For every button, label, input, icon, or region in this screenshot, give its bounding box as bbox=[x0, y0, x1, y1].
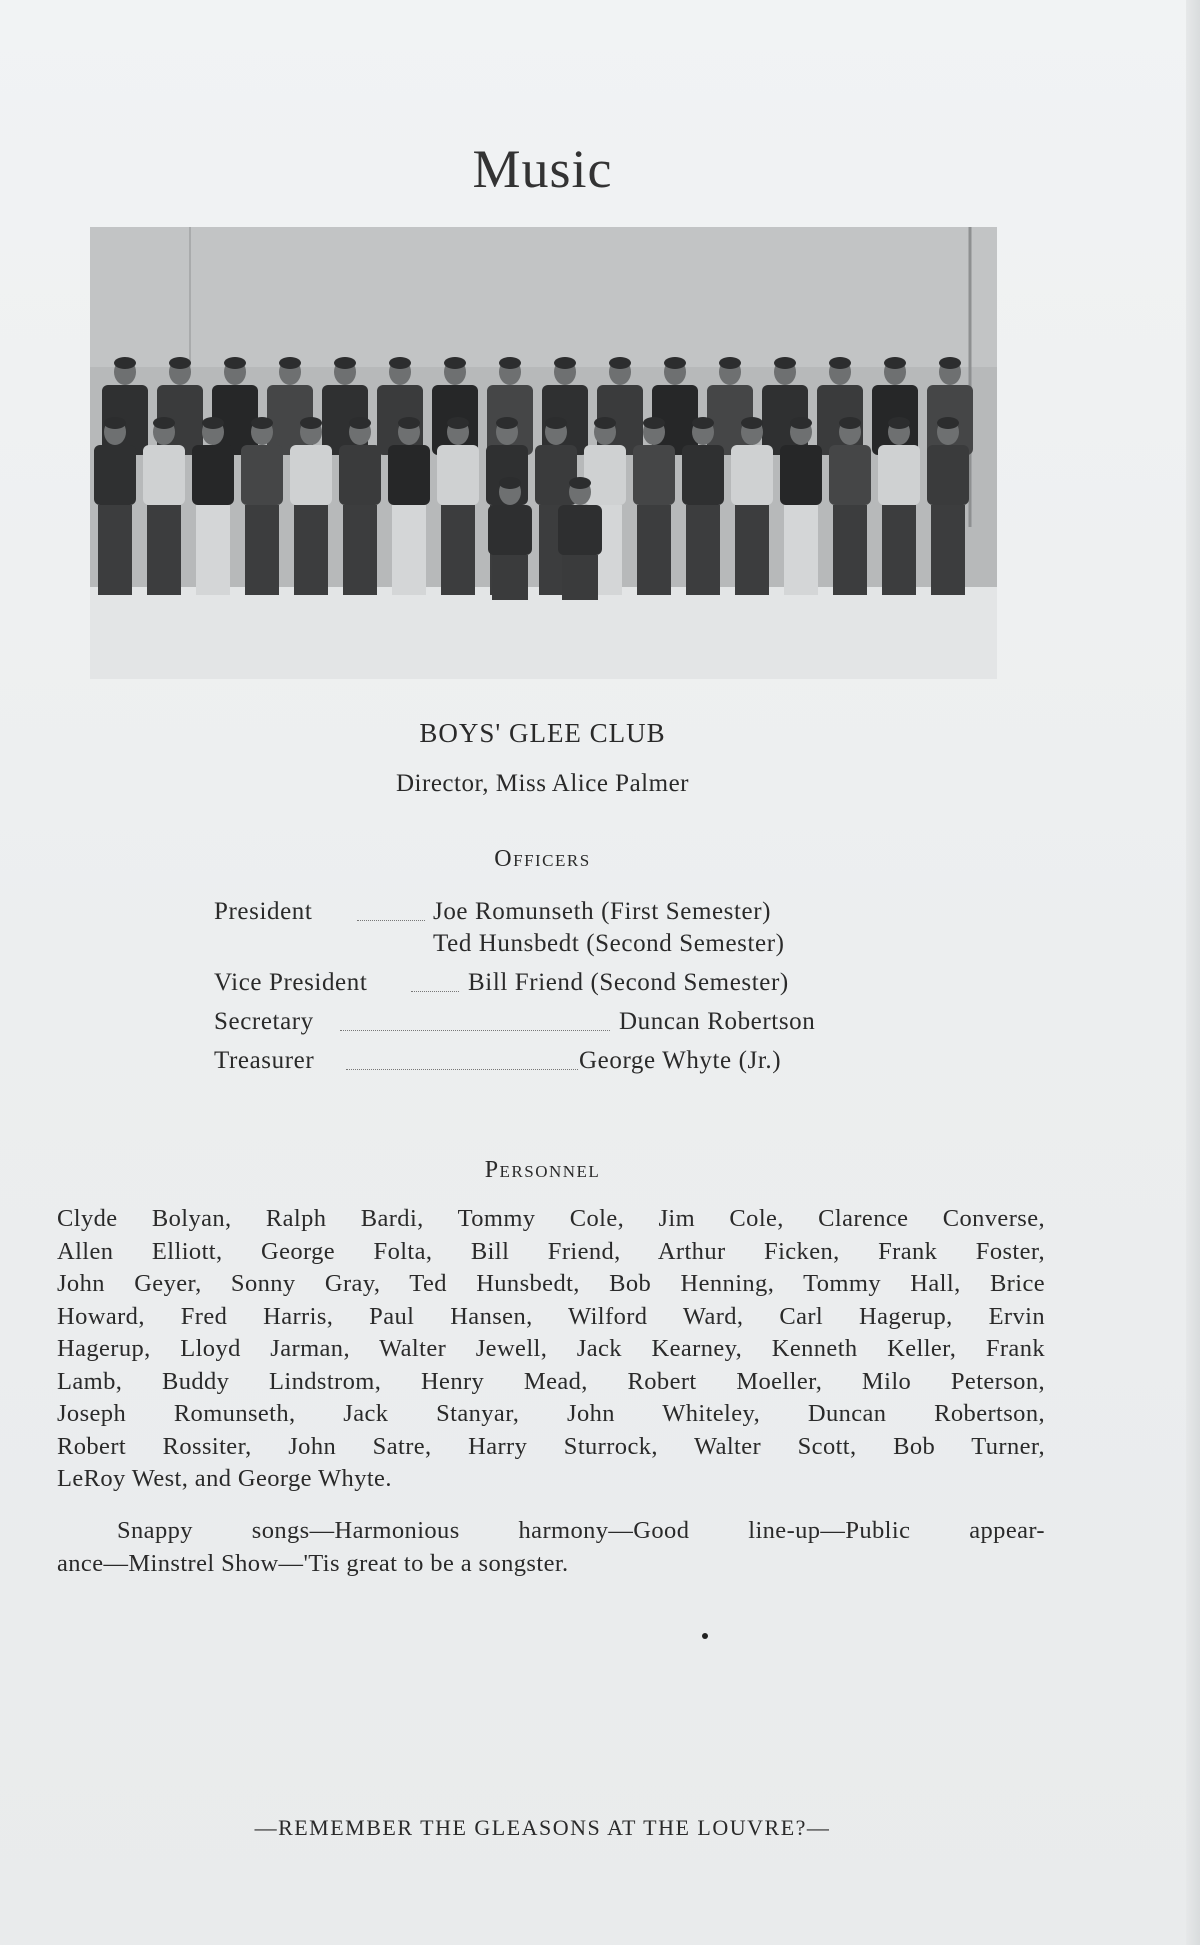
closing-line: ance—Minstrel Show—'Tis great to be a songster. bbox=[57, 1550, 569, 1577]
personnel-list bbox=[57, 1203, 1045, 1496]
club-director: Director, Miss Alice Palmer bbox=[396, 770, 689, 797]
officer-name: Bill Friend (Second Semester) bbox=[468, 969, 789, 996]
personnel-line: Allen Elliott, George Folta, Bill Friend, Arthur Ficken, Frank Foster, bbox=[57, 1237, 1045, 1265]
personnel-line: Howard, Fred Harris, Paul Hansen, Wilford Ward, Carl Hagerup, Ervin bbox=[57, 1302, 1045, 1330]
leader-dots bbox=[340, 1030, 610, 1031]
ornament-dot bbox=[702, 1633, 708, 1639]
closing-line: Snappy songs—Harmonious harmony—Good line-up—Public appear- bbox=[117, 1517, 1045, 1544]
leader-dots bbox=[411, 991, 459, 992]
officer-row bbox=[214, 969, 874, 1008]
leader-dots bbox=[357, 920, 425, 921]
officer-role: Secretary bbox=[214, 1008, 314, 1035]
officer-name: Duncan Robertson bbox=[619, 1008, 816, 1035]
personnel-line: Joseph Romunseth, Jack Stanyar, John Whiteley, Duncan Robertson, bbox=[57, 1400, 1045, 1427]
personnel-line: John Geyer, Sonny Gray, Ted Hunsbedt, Bob Henning, Tommy Hall, Brice bbox=[57, 1270, 1045, 1297]
group-photo-icon bbox=[90, 227, 997, 679]
personnel-line: Hagerup, Lloyd Jarman, Walter Jewell, Jack Kearney, Kenneth Keller, Frank bbox=[57, 1335, 1045, 1362]
officer-name: Ted Hunsbedt (Second Semester) bbox=[433, 930, 785, 957]
officers-heading: Officers bbox=[494, 846, 591, 872]
officer-role: Treasurer bbox=[214, 1047, 315, 1074]
officer-row bbox=[214, 1008, 874, 1047]
page-title: Music bbox=[472, 139, 613, 199]
officer-row bbox=[214, 898, 874, 930]
officer-row bbox=[214, 1047, 874, 1086]
officer-role: Vice President bbox=[214, 969, 368, 996]
officer-name: George Whyte (Jr.) bbox=[579, 1047, 782, 1074]
page-footer: —REMEMBER THE GLEASONS AT THE LOUVRE?— bbox=[254, 1815, 831, 1840]
personnel-line: LeRoy West, and George Whyte. bbox=[57, 1465, 392, 1492]
club-title: BOYS' GLEE CLUB bbox=[419, 718, 666, 748]
leader-dots bbox=[346, 1069, 578, 1070]
personnel-line: Clyde Bolyan, Ralph Bardi, Tommy Cole, Jim Cole, Clarence Converse, bbox=[57, 1205, 1045, 1232]
closing-paragraph bbox=[57, 1514, 1045, 1580]
personnel-line: Robert Rossiter, John Satre, Harry Sturrock, Walter Scott, Bob Turner, bbox=[57, 1432, 1045, 1460]
officers-list bbox=[214, 898, 874, 1086]
officer-row bbox=[214, 930, 874, 969]
personnel-line: Lamb, Buddy Lindstrom, Henry Mead, Robert Moeller, Milo Peterson, bbox=[57, 1367, 1045, 1395]
officer-name: Joe Romunseth (First Semester) bbox=[433, 898, 772, 925]
group-photo bbox=[90, 227, 997, 679]
page-edge bbox=[1186, 0, 1200, 1945]
officer-role: President bbox=[214, 898, 313, 925]
personnel-heading: Personnel bbox=[484, 1157, 601, 1183]
